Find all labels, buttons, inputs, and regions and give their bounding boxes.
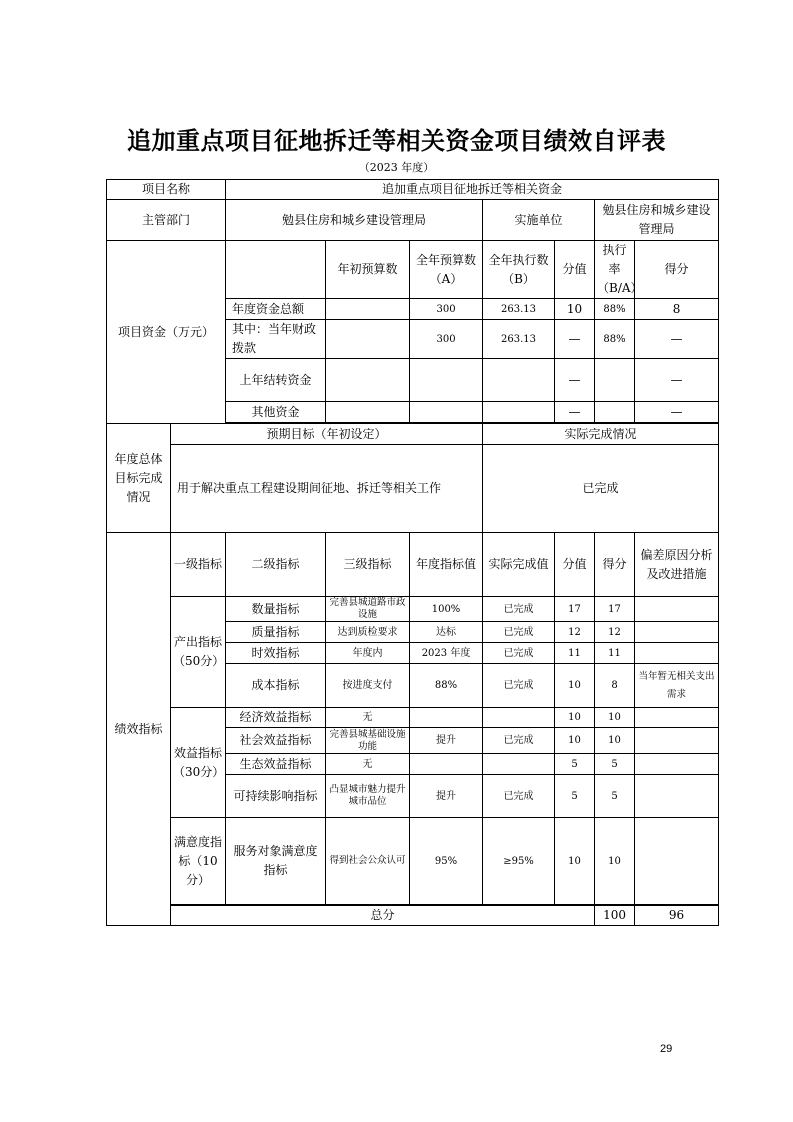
perf-row-actual: 已完成 [483,728,555,754]
funds-row-initial [326,320,410,359]
perf-row-score: 10 [595,728,635,754]
funds-row-score-value: — [555,320,595,359]
perf-row-target: 提升 [410,775,483,818]
perf-row-note [635,818,719,905]
perf-row-score: 5 [595,775,635,818]
funds-row-exec [483,402,555,423]
perf-header-l2: 二级指标 [226,533,326,597]
perf-group-label: 效益指标（30分） [171,708,226,818]
perf-row-note [635,728,719,754]
funds-row-initial [326,402,410,423]
funds-header-rate: 执行率（B/A） [595,241,635,299]
funds-header-score-value: 分值 [555,241,595,299]
perf-row-l3: 按进度支付 [326,664,410,708]
funds-row-initial [326,299,410,320]
page-title: 追加重点项目征地拆迁等相关资金项目绩效自评表 [127,127,666,155]
total-score: 96 [635,906,719,926]
page-subtitle: （2023 年度） [358,161,435,174]
perf-header-actual: 实际完成值 [483,533,555,597]
perf-row-l3: 凸显城市魅力提升城市品位 [326,775,410,818]
funds-header-row [107,241,719,299]
funds-header-score: 得分 [635,241,719,299]
total-value: 100 [595,906,635,926]
perf-row-note [635,708,719,728]
perf-header-row [107,533,719,597]
perf-row-note [635,622,719,643]
perf-group-label: 产出指标（50分） [171,597,226,708]
perf-row-l3: 达到质检要求 [326,622,410,643]
perf-row-actual: 已完成 [483,643,555,664]
perf-row-actual [483,708,555,728]
funds-row-rate: 88% [595,320,635,359]
perf-row-l2: 社会效益指标 [226,728,326,754]
total-label: 总分 [171,906,595,926]
perf-header-l1: 一级指标 [171,533,226,597]
impl-value: 勉县住房和城乡建设管理局 [595,200,719,241]
perf-row-l3: 年度内 [326,643,410,664]
funds-row-score: — [635,320,719,359]
perf-row-l2: 服务对象满意度指标 [226,818,326,905]
perf-row-note [635,597,719,622]
perf-header-target: 年度指标值 [410,533,483,597]
perf-row-actual: 已完成 [483,664,555,708]
perf-row-score-value: 17 [555,597,595,622]
perf-row-score-value: 10 [555,728,595,754]
perf-header-score-value: 分值 [555,533,595,597]
perf-row-score-value: 10 [555,708,595,728]
perf-row-target: 95% [410,818,483,905]
page-number: 29 [660,1043,673,1055]
perf-row [107,597,719,622]
perf-row-actual: 已完成 [483,622,555,643]
funds-row-initial [326,359,410,402]
funds-header-exec: 全年执行数（B） [483,241,555,299]
perf-row-actual: 已完成 [483,597,555,622]
funds-row-exec [483,359,555,402]
funds-row-name: 其中：当年财政拨款 [226,320,326,359]
funds-row-score: 8 [635,299,719,320]
funds-row-budget [410,359,483,402]
perf-header-score: 得分 [595,533,635,597]
perf-row-note [635,754,719,775]
funds-row-name: 年度资金总额 [226,299,326,320]
perf-row-actual: 已完成 [483,775,555,818]
perf-row-score-value: 11 [555,643,595,664]
perf-label: 绩效指标 [107,533,171,926]
funds-row-score: — [635,359,719,402]
goals-label: 年度总体目标完成情况 [107,424,171,533]
funds-row-score-value: 10 [555,299,595,320]
funds-row-exec: 263.13 [483,299,555,320]
department-row [107,200,719,241]
perf-row-l2: 质量指标 [226,622,326,643]
perf-row-l2: 成本指标 [226,664,326,708]
perf-row-l3: 完善县城基础设施功能 [326,728,410,754]
perf-row-score: 17 [595,597,635,622]
funds-row-rate [595,359,635,402]
funds-row-score: — [635,402,719,423]
perf-row-target [410,708,483,728]
project-name-row [107,180,719,200]
perf-row-note [635,643,719,664]
perf-row-target: 100% [410,597,483,622]
goals-actual-text: 已完成 [483,445,719,533]
funds-row-rate [595,402,635,423]
goals-actual-header: 实际完成情况 [483,424,719,445]
perf-row [107,708,719,728]
perf-row-note: 当年暂无相关支出需求 [635,664,719,708]
funds-row-rate: 88% [595,299,635,320]
funds-header-budget: 全年预算数（A） [410,241,483,299]
goals-content-row [107,445,719,533]
perf-row-score-value: 5 [555,754,595,775]
evaluation-table [106,179,719,926]
funds-row-budget: 300 [410,299,483,320]
perf-row-l3: 完善县城道路市政设施 [326,597,410,622]
perf-row [107,818,719,905]
perf-row-score: 8 [595,664,635,708]
perf-row-l2: 生态效益指标 [226,754,326,775]
perf-row-l3: 无 [326,754,410,775]
goals-expected-text: 用于解决重点工程建设期间征地、拆迁等相关工作 [171,445,483,533]
funds-row-budget: 300 [410,320,483,359]
perf-row-score: 5 [595,754,635,775]
perf-row-target: 88% [410,664,483,708]
perf-row-score: 10 [595,818,635,905]
total-row [107,906,719,926]
perf-row-target: 2023 年度 [410,643,483,664]
perf-row-score: 11 [595,643,635,664]
perf-row-l2: 可持续影响指标 [226,775,326,818]
perf-row-target [410,754,483,775]
perf-row-l3: 得到社会公众认可 [326,818,410,905]
funds-header-blank [226,241,326,299]
perf-row-score-value: 5 [555,775,595,818]
perf-row-l3: 无 [326,708,410,728]
perf-row-score-value: 12 [555,622,595,643]
dept-label: 主管部门 [107,200,226,241]
funds-row-name: 其他资金 [226,402,326,423]
funds-label: 项目资金（万元） [107,241,226,424]
dept-value: 勉县住房和城乡建设管理局 [226,200,483,241]
perf-row-score-value: 10 [555,664,595,708]
funds-header-initial: 年初预算数 [326,241,410,299]
funds-row-score-value: — [555,359,595,402]
perf-header-note: 偏差原因分析及改进措施 [635,533,719,597]
perf-row-score: 12 [595,622,635,643]
perf-group-label: 满意度指标（10分） [171,818,226,905]
funds-row-name: 上年结转资金 [226,359,326,402]
goals-header-row [107,424,719,445]
perf-row-score-value: 10 [555,818,595,905]
perf-row-l2: 数量指标 [226,597,326,622]
perf-row-actual: ≥95% [483,818,555,905]
project-name-label: 项目名称 [107,180,226,200]
perf-row-l2: 经济效益指标 [226,708,326,728]
funds-row-budget [410,402,483,423]
perf-row-actual [483,754,555,775]
perf-header-l3: 三级指标 [326,533,410,597]
perf-row-target: 达标 [410,622,483,643]
funds-row-exec: 263.13 [483,320,555,359]
funds-row-score-value: — [555,402,595,423]
perf-row-l2: 时效指标 [226,643,326,664]
perf-row-score: 10 [595,708,635,728]
goals-expected-header: 预期目标（年初设定） [171,424,483,445]
perf-row-target: 提升 [410,728,483,754]
project-name-value: 追加重点项目征地拆迁等相关资金 [226,180,719,200]
impl-label: 实施单位 [483,200,595,241]
perf-row-note [635,775,719,818]
